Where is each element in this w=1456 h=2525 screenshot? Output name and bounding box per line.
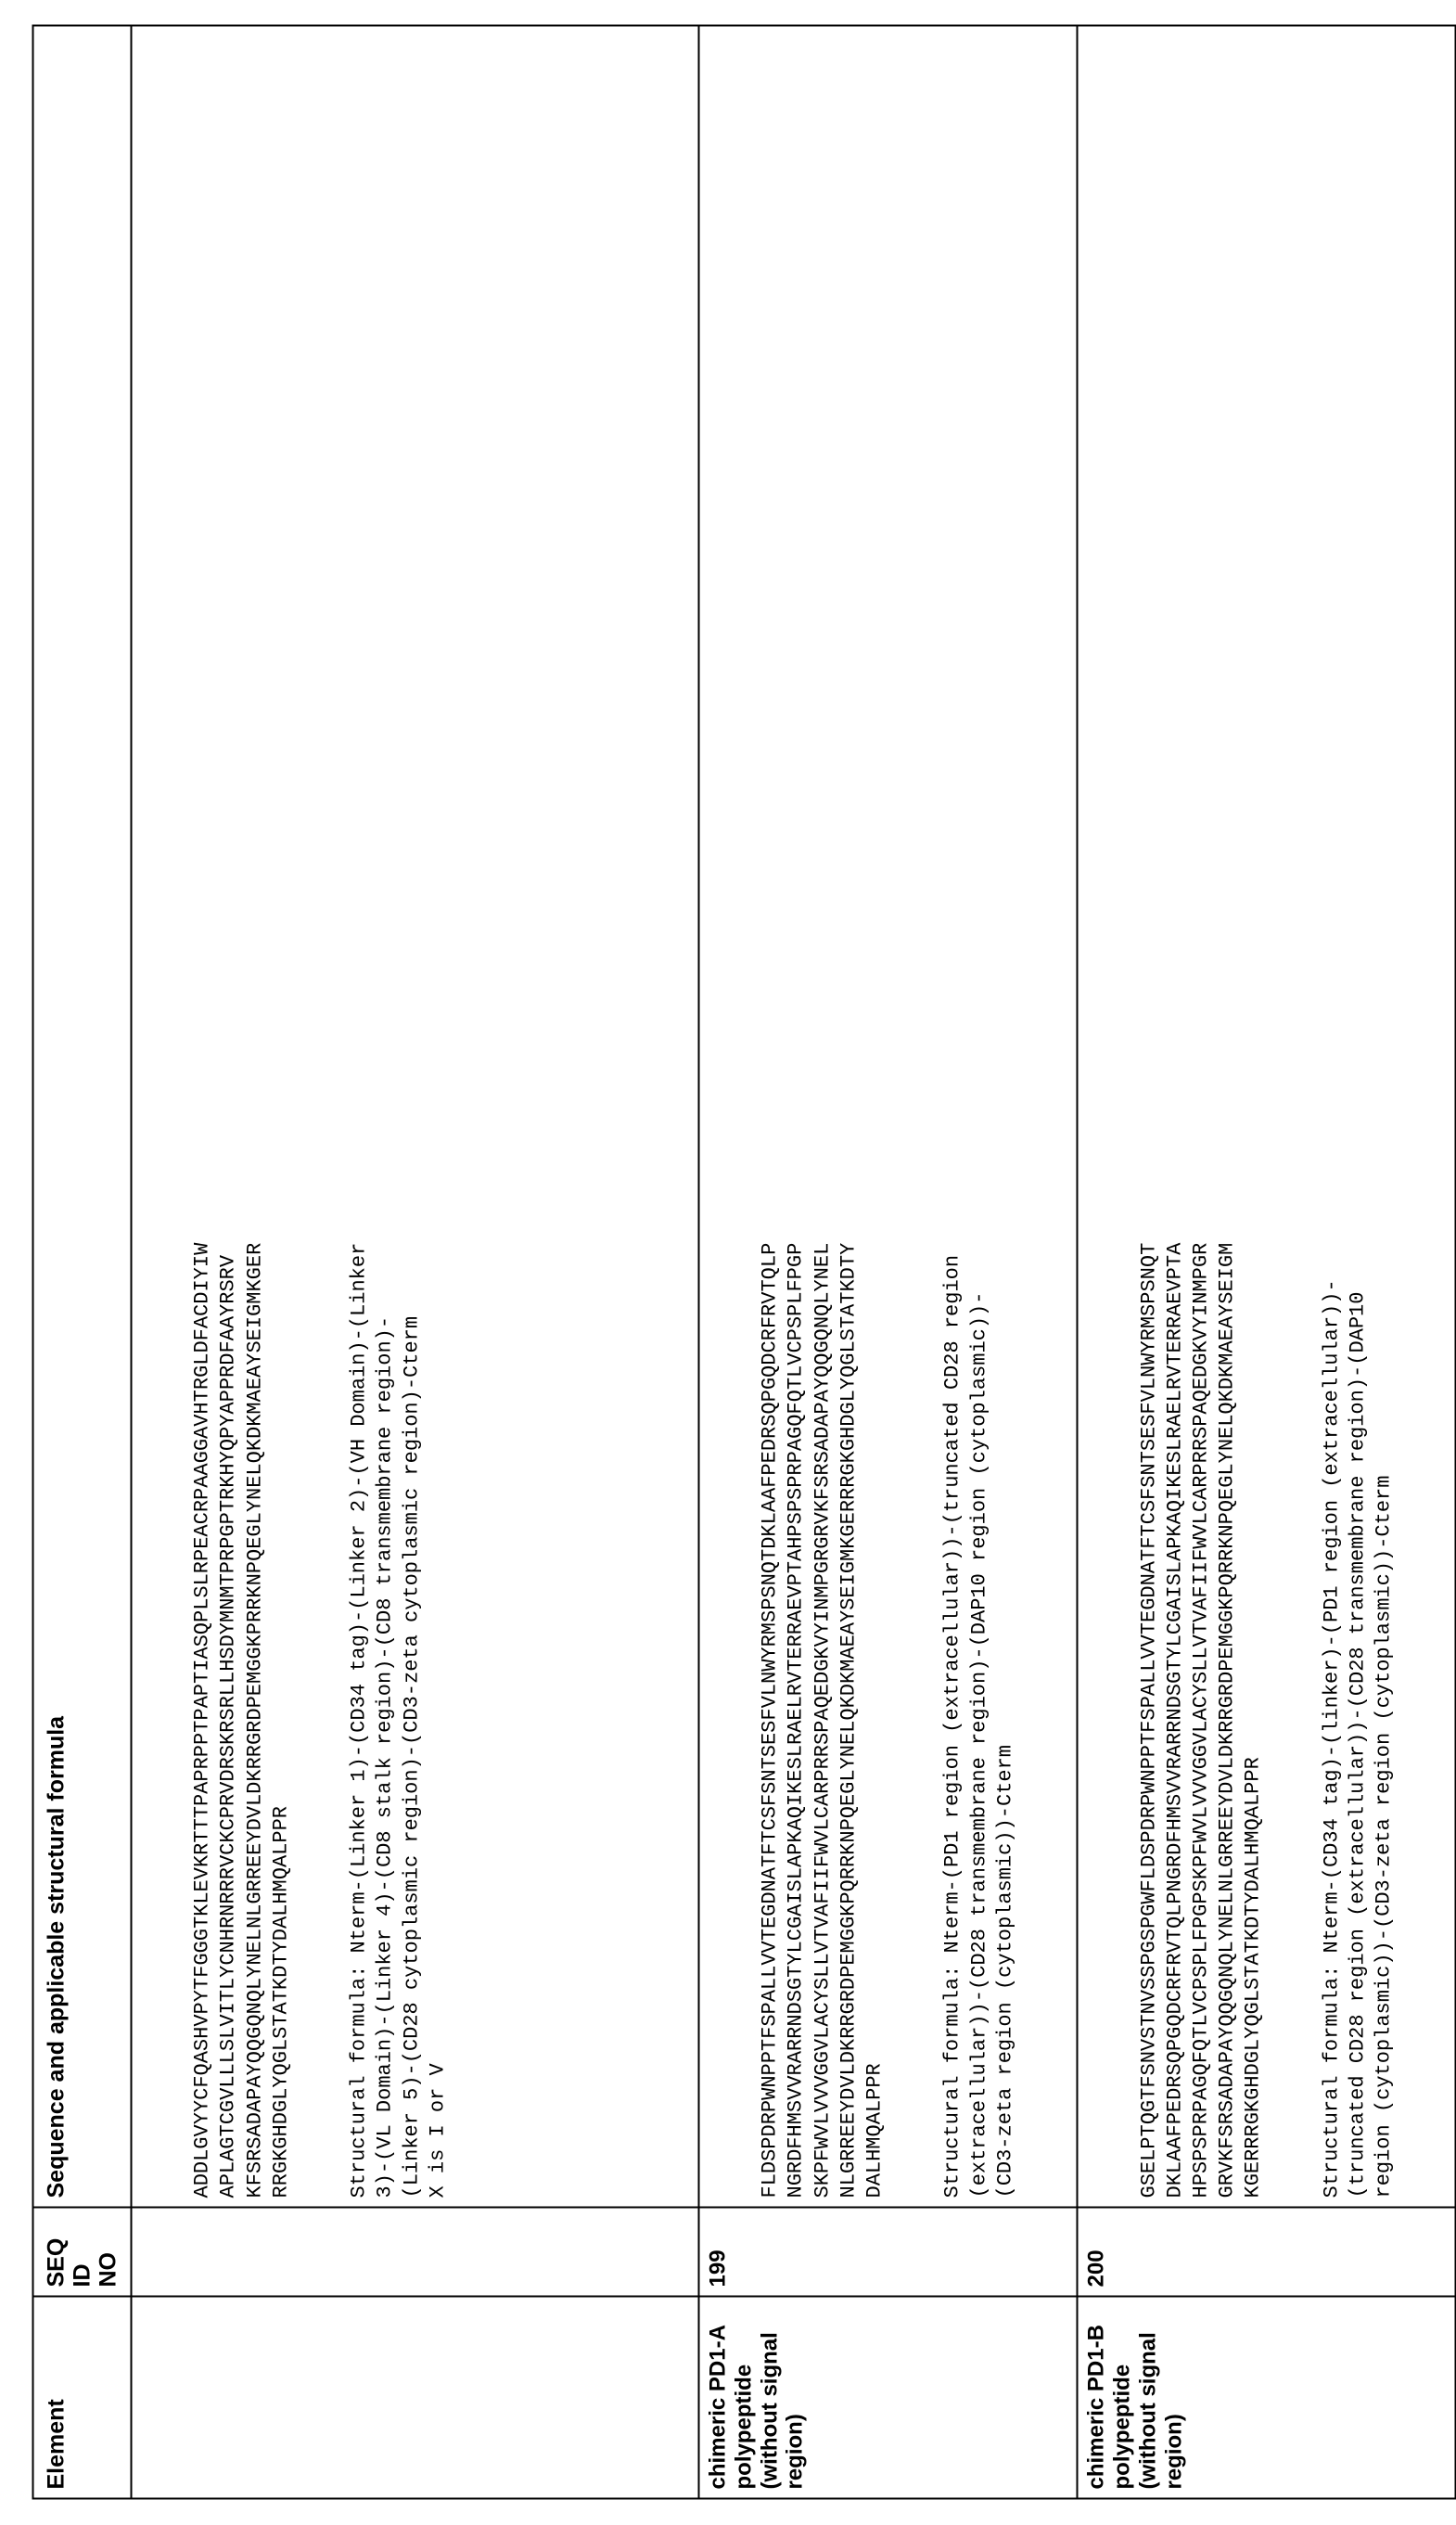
column-header-sequence: Sequence and applicable structural formula: [32, 25, 131, 2207]
table-header-row: [32, 25, 131, 2498]
sequence-table: [32, 24, 1456, 2499]
cell-seq-id-no: 199: [698, 2207, 1077, 2296]
cell-seq-id-no: 200: [1077, 2207, 1455, 2296]
structural-formula-block: Structural formula: Nterm-(PD1 region (extracellular))-(truncated CD28 region (extracellular))-(CD28 transmembrane region)-(DAP10 region (cytoplasmic))- (CD3-zeta region (cytoplasmic))-Cterm: [940, 1254, 1016, 2198]
sequence-block: FLDSPDRPWNPPTFSPALLVVTEGDNATFTCSFSNTSESFVLNWYRMSPSNQTDKLAAFPEDRSQPGQDCRFRVTQLP NGRDFHMSVVRARRNDSGTYLCGAISLAPKAQIKESLRAELRVTERRAEVPTAHPSPSPRPAGQFQTLVCPSPLFPGP SKPFWVLVVVGGVLACYSLLVTVAFIIFWVLCARPRRSPAQEDGKVYINMPGRGRVKFSRSADAPAYQQGQNQLYNEL NLGRREEYDVLDKRRGRDPEMGGKPQRRKNPQEGLYNELQKDKMAEAYSEIGMKGERRRGKGHDGLYQGLSTATKDTY DALHMQALPPR: [758, 1242, 886, 2198]
sequence-block: GSELPTQGTFSNVSTNVSSPGSPGWFLDSPDRPWNPPTFSPALLVVTEGDNATFTCSFSNTSESFVLNWYRMSPSNQT DKLAAFPEDRSQPGQDCRFRVTQLPNGRDFHMSVVRARRNDSGTYLCGAISLAPKAQIKESLRAELRVTERRAEVPTA HPSPSPRPAGQFQTLVCPSPLFPGPSKPFWVLVVVGGVLACYSLLVTVAFIIFWVLCARPRRSPAQEDGKVYINMPGR GRVKFSRSADAPAYQQGQNQLYNELNLGRREEYDVLDKRRGRDPEMGGKPQRRKNPQEGLYNELQKDKMAEAYSEIGM KGERRRGKGHDGLYQGLSTATKDTYDALHMQALPPR: [1136, 1242, 1265, 2198]
structural-formula-block: Structural formula: Nterm-(Linker 1)-(CD34 tag)-(Linker 2)-(VH Domain)-(Linker 3)-(VL Domain)-(Linker 4)-(CD8 stalk region)-(CD8 transmembrane region)- (Linker 5)-(CD28 cytoplasmic region)-(CD3-zeta cytoplasmic region)-Cterm X is I or V: [347, 1242, 449, 2198]
column-header-seq-id-no: SEQ ID NO: [32, 2207, 131, 2296]
sequence-block: ADDLGVYYCFQASHVPYTFGGGTKLEVKRTTTPAPRPPTPAPTIASQPLSLRPEACRPAAGGAVHTRGLDFACDIYIW APLAGTCGVLLLSLVITLYCNHRNRRRVCKCPRVDRSKRSRLLHSDYMNMTPRPGPTRKHYQPYAPPRDFAAYRSRV KFSRSADAPAYQQGQNQLYNELNLGRREEYDVLDKRRGRDPEMGGKPRRKNPQEGLYNELQKDKMAEAYSEIGMKGER RRGKGHDGLYQGLSTATKDTYDALHMQALPPR: [190, 1242, 292, 2198]
table-row: [131, 25, 698, 2498]
cell-element: chimeric PD1-A polypeptide (without signal region): [698, 2296, 1077, 2498]
structural-formula-block: Structural formula: Nterm-(CD34 tag)-(linker)-(PD1 region (extracellular))- (truncated CD28 region (extracellular))-(CD28 transmembrane region)-(DAP10 region (cytoplasmic))-(CD3-zeta region (cytoplasmic))-Cterm: [1319, 1278, 1395, 2198]
cell-element: chimeric PD1-B polypeptide (without signal region): [1077, 2296, 1455, 2498]
table-row: [1077, 25, 1455, 2498]
cell-sequence: [698, 25, 1077, 2207]
cell-sequence: [1077, 25, 1455, 2207]
cell-sequence: [131, 25, 698, 2207]
cell-element: [131, 2296, 698, 2498]
table-row: [698, 25, 1077, 2498]
column-header-element: Element: [32, 2296, 131, 2498]
cell-seq-id-no: [131, 2207, 698, 2296]
